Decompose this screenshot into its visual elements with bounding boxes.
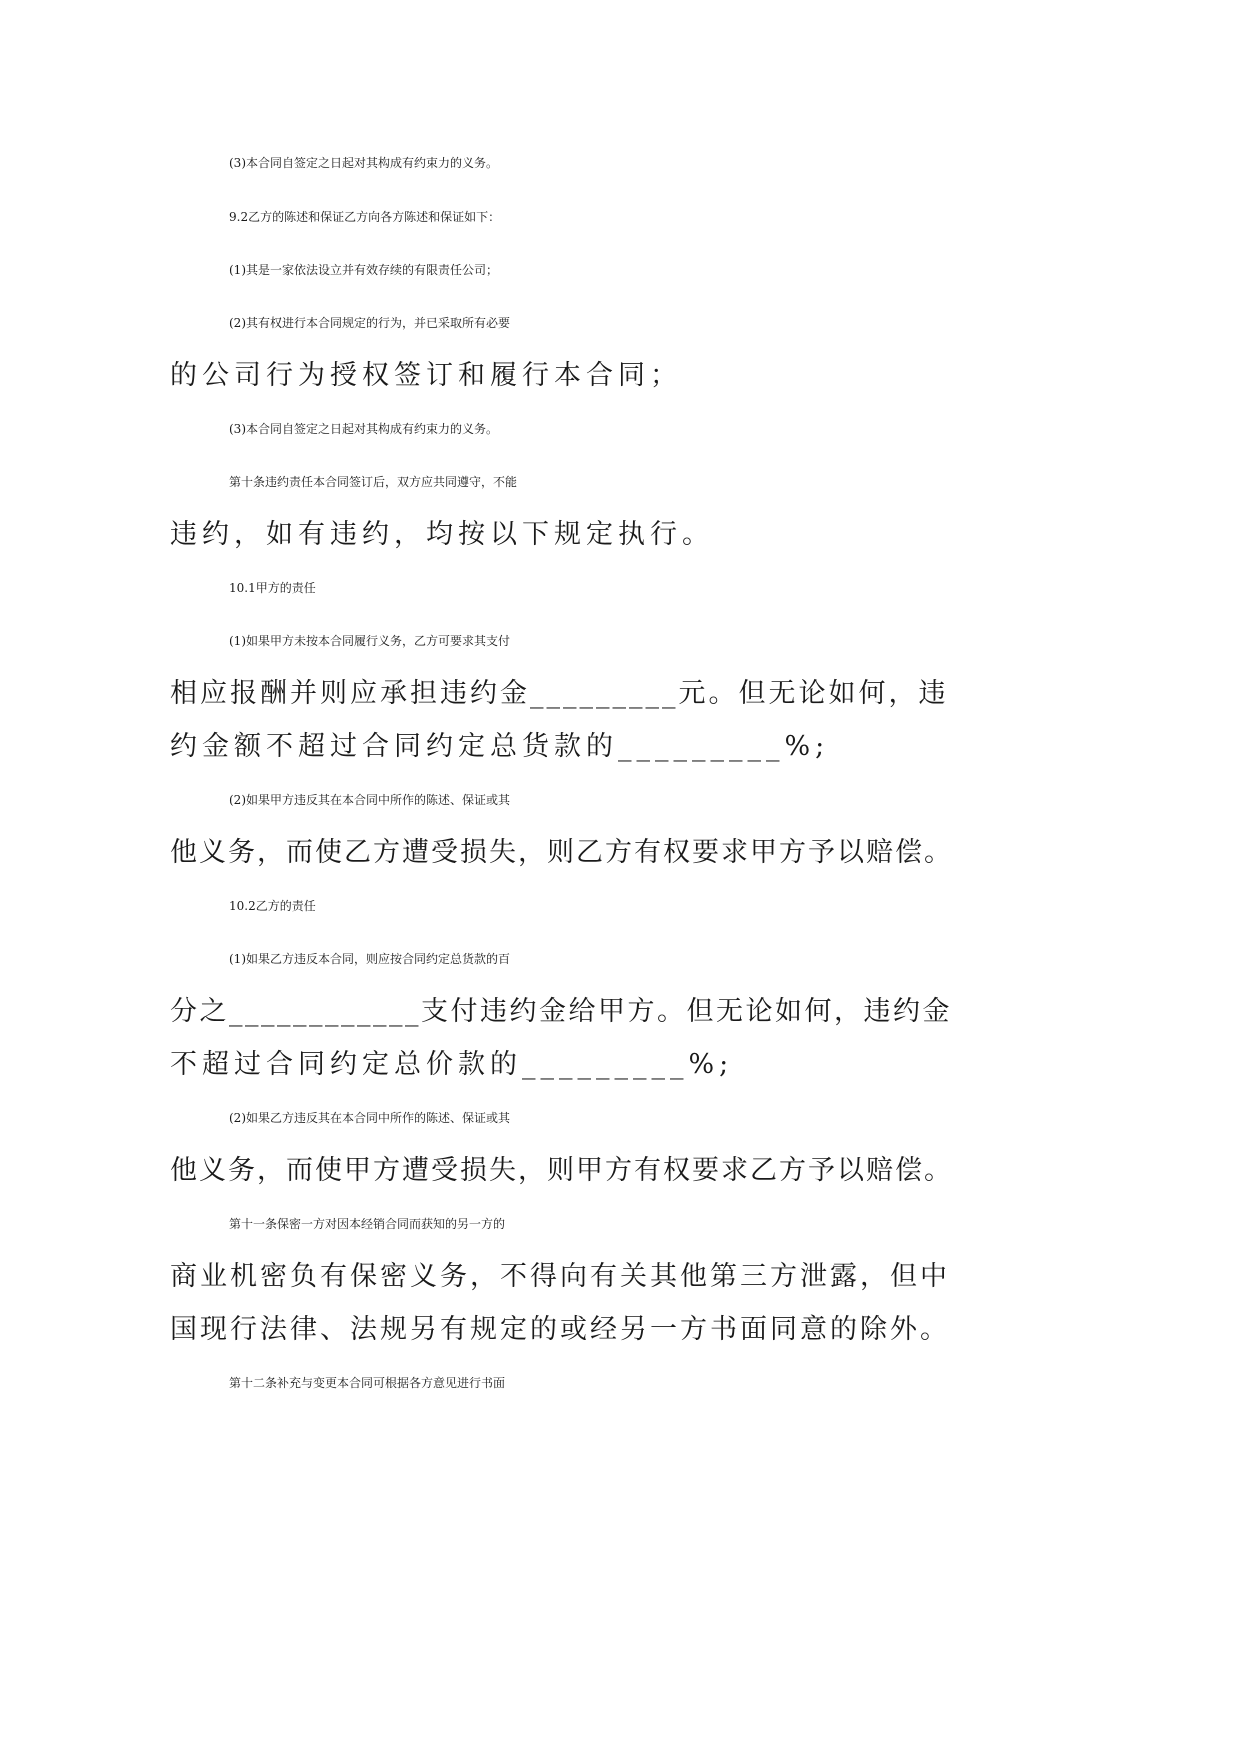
text-line: (1)如果甲方未按本合同履行义务，乙方可要求其支付 [229, 634, 511, 648]
text-line: 不超过合同约定总价款的_________%; [170, 1049, 734, 1080]
text-line: 9.2乙方的陈述和保证乙方向各方陈述和保证如下： [229, 210, 501, 224]
text-line: 商业机密负有保密义务，不得向有关其他第三方泄露，但中 [170, 1261, 950, 1292]
text-line: 违约，如有违约，均按以下规定执行。 [170, 519, 714, 550]
text-line: (1)如果乙方违反本合同，则应按合同约定总货款的百 [229, 952, 511, 966]
text-line: (2)如果甲方违反其在本合同中所作的陈述、保证或其 [229, 793, 511, 807]
text-line: (1)其是一家依法设立并有效存续的有限责任公司； [229, 263, 498, 277]
text-line: 10.2乙方的责任 [229, 899, 316, 913]
text-line: 10.1甲方的责任 [229, 581, 316, 595]
text-line: 第十一条保密一方对因本经销合同而获知的另一方的 [229, 1217, 506, 1231]
text-line: 的公司行为授权签订和履行本合同； [170, 360, 682, 391]
text-line: 相应报酬并则应承担违约金_________元。但无论如何，违 [170, 678, 949, 709]
text-line: 他义务，而使乙方遭受损失，则乙方有权要求甲方予以赔偿。 [170, 837, 953, 868]
text-line: 他义务，而使甲方遭受损失，则甲方有权要求乙方予以赔偿。 [170, 1155, 953, 1186]
text-line: 第十条违约责任本合同签订后，双方应共同遵守，不能 [229, 475, 518, 489]
text-line: 约金额不超过合同约定总货款的_________%; [170, 731, 830, 762]
text-line: (2)其有权进行本合同规定的行为，并已采取所有必要 [229, 316, 511, 330]
text-line: 第十二条补充与变更本合同可根据各方意见进行书面 [229, 1376, 506, 1390]
text-line: 分之____________支付违约金给甲方。但无论如何，违约金 [170, 996, 952, 1027]
text-line: 国现行法律、法规另有规定的或经另一方书面同意的除外。 [170, 1314, 950, 1345]
text-line: (2)如果乙方违反其在本合同中所作的陈述、保证或其 [229, 1111, 511, 1125]
text-line: (3)本合同自签定之日起对其构成有约束力的义务。 [229, 156, 498, 170]
text-line: (3)本合同自签定之日起对其构成有约束力的义务。 [229, 422, 498, 436]
